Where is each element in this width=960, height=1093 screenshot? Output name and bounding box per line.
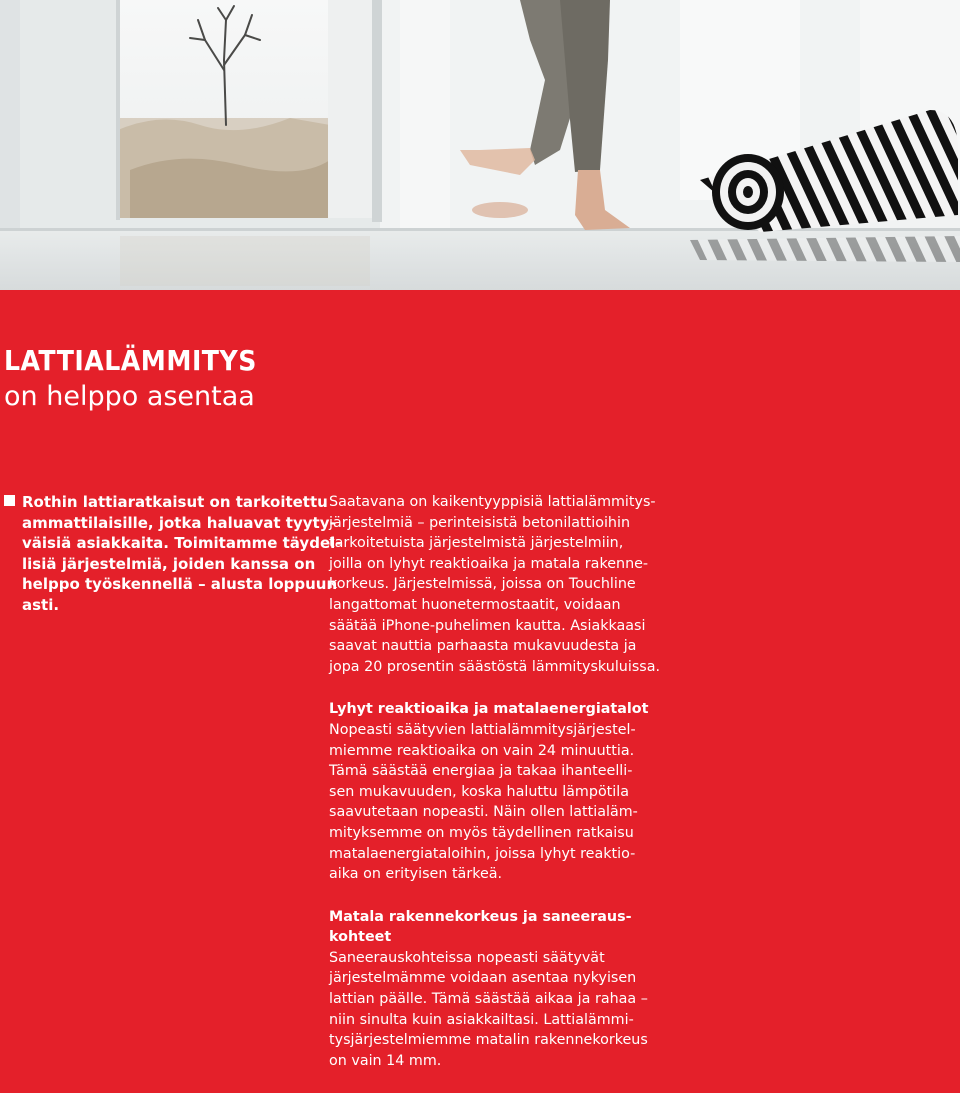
body-line: langattomat huonetermostaatit, voidaan [329, 596, 621, 613]
section-title: Matala rakennekorkeus ja saneeraus- [329, 908, 632, 925]
page-heading [4, 343, 257, 415]
body-line: jopa 20 prosentin säästöstä lämmityskuluissa. [329, 658, 661, 675]
body-column [329, 492, 661, 1093]
intro-text [4, 492, 342, 615]
square-bullet-icon [4, 495, 15, 506]
hero-photo [0, 0, 960, 290]
section-title: Lyhyt reaktioaika ja matalaenergiatalot [329, 701, 649, 718]
body-line: korkeus. Järjestelmissä, joissa on Touchline [329, 576, 636, 593]
section-line: niin sinulta kuin asiakkailtasi. Lattialämmi- [329, 1011, 634, 1028]
intro-line: väisiä asiakkaita. Toimitamme täydel- [22, 534, 342, 552]
hero-photo-illustration [0, 0, 960, 290]
section-line: on vain 14 mm. [329, 1052, 442, 1069]
body-paragraph [329, 492, 661, 677]
page-title: LATTIALÄMMITYS [4, 344, 257, 377]
section-line: tysjärjestelmiemme matalin rakennekorkeus [329, 1032, 648, 1049]
intro-line: ammattilaisille, jotka haluavat tyyty- [22, 513, 336, 532]
section-line: mityksemme on myös täydellinen ratkaisu [329, 824, 634, 841]
section-line: saavutetaan nopeasti. Näin ollen lattialäm- [329, 804, 638, 821]
section-line: järjestelmämme voidaan asentaa nykyisen [329, 970, 637, 987]
intro-paragraph [4, 492, 342, 615]
body-line: järjestelmiä – perinteisistä betonilattioihin [329, 514, 631, 531]
body-line: tarkoitetuista järjestelmistä järjestelmiin, [329, 535, 624, 552]
section-line: aika on erityisen tärkeä. [329, 866, 503, 883]
section-line: Tämä säästää energiaa ja takaa ihanteelli- [329, 763, 633, 780]
section-reaction-time [329, 699, 649, 884]
body-line: Saatavana on kaikentyyppisiä lattialämmitys- [329, 494, 656, 510]
section-line: Nopeasti säätyvien lattialämmitysjärjestel- [329, 721, 636, 738]
window-icon [20, 0, 382, 228]
intro-line: Rothin lattiaratkaisut on tarkoitettu [4, 492, 304, 513]
section-line: Saneerauskohteissa nopeasti säätyvät [329, 949, 605, 966]
body-line: joilla on lyhyt reaktioaika ja matala rakenne- [329, 555, 649, 572]
section-line: sen mukavuuden, koska haluttu lämpötila [329, 783, 629, 800]
section-line: lattian päälle. Tämä säästää aikaa ja rahaa – [329, 991, 648, 1008]
intro-line: helppo työskennellä – alusta loppuun [22, 575, 338, 593]
section-title: kohteet [329, 929, 392, 946]
page-subtitle: on helppo asentaa [4, 381, 255, 412]
section-line: matalaenergiataloihin, joissa lyhyt reaktio- [329, 845, 636, 862]
body-line: säätää iPhone-puhelimen kautta. Asiakkaasi [329, 617, 646, 634]
section-line: miemme reaktioaika on vain 24 minuuttia. [329, 742, 635, 759]
intro-line: asti. [22, 595, 60, 614]
body-line: saavat nauttia parhaasta mukavuudesta ja [329, 638, 637, 655]
intro-line: lisiä järjestelmiä, joiden kanssa on [22, 554, 316, 573]
section-low-height [329, 907, 649, 1072]
